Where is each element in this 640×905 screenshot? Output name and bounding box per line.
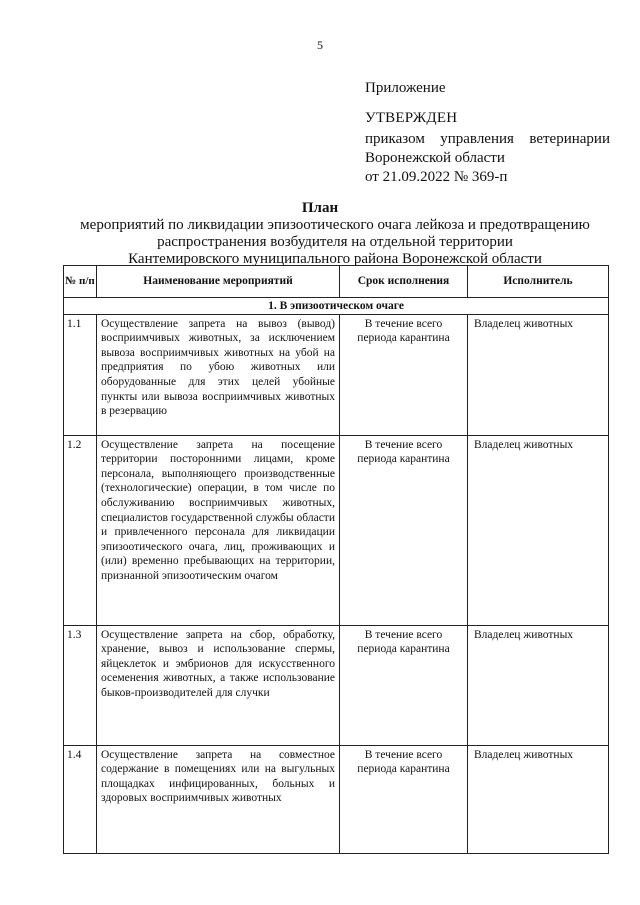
approved-label: УТВЕРЖДЕН [365, 110, 458, 126]
table-row [64, 625, 609, 745]
plan-title: План [301, 200, 339, 216]
header-num: № п/п [64, 266, 97, 298]
table-row [64, 435, 609, 625]
measures-table [63, 265, 609, 854]
table-row [64, 314, 609, 435]
row-term: В течение всего периода карантина [340, 435, 468, 625]
order-line-1 [365, 130, 610, 149]
header-term: Срок исполнения [340, 266, 468, 298]
row-num: 1.1 [64, 314, 97, 435]
header-name: Наименование мероприятий [97, 266, 340, 298]
order-word-1: приказом [365, 131, 425, 147]
header-executor: Исполнитель [468, 266, 609, 298]
plan-subtitle-line-2: распространения возбудителя на отдельной территории [157, 234, 513, 250]
row-term: В течение всего периода карантина [340, 745, 468, 853]
page-number: 5 [317, 38, 323, 52]
order-word-3: ветеринарии [529, 131, 610, 147]
order-line-2: Воронежской области [365, 150, 505, 166]
row-executor: Владелец животных [468, 314, 609, 435]
plan-subtitle-line-3: Кантемировского муниципального района Воронежской области [128, 251, 542, 267]
plan-subtitle-line-1: мероприятий по ликвидации эпизоотического очага лейкоза и предотвращению [80, 217, 590, 233]
table-header-row [64, 266, 609, 298]
row-num: 1.4 [64, 745, 97, 853]
section-row [64, 298, 609, 315]
row-num: 1.3 [64, 625, 97, 745]
row-desc: Осуществление запрета на совместное содержание в помещениях или на выгульных площадках инфицированных, больных и здоровых восприимчивых животных [97, 745, 340, 853]
appendix-label: Приложение [365, 80, 446, 96]
row-executor: Владелец животных [468, 435, 609, 625]
row-executor: Владелец животных [468, 625, 609, 745]
table-row [64, 745, 609, 853]
row-desc: Осуществление запрета на посещение территории посторонними лицами, кроме персонала, выполняющего производственные (технологические) операции, в том числе по обслуживанию восприимчивых животных, специалистов государственной службы области и привлеченного персонала для ликвидации эпизоотического очага, лиц, проживающих и (или) временно пребывающих на территории, признанной эпизоотическим очагом [97, 435, 340, 625]
row-num: 1.2 [64, 435, 97, 625]
plan-subtitle [60, 217, 610, 268]
order-line-3: от 21.09.2022 № 369-п [365, 169, 508, 185]
section-title: 1. В эпизоотическом очаге [64, 298, 609, 315]
order-reference [365, 130, 610, 187]
row-desc: Осуществление запрета на сбор, обработку, хранение, вывоз и использование спермы, яйцеклеток и эмбрионов для искусственного осеменения животных, а также использование быков-производителей для случки [97, 625, 340, 745]
order-word-2: управления [440, 131, 514, 147]
row-executor: Владелец животных [468, 745, 609, 853]
row-desc: Осуществление запрета на вывоз (вывод) восприимчивых животных, за исключением вывоза восприимчивых животных на убой на предприятия по убою животных или оборудованные для этих целей убойные пункты или вывоза восприимчивых животных в резервацию [97, 314, 340, 435]
row-term: В течение всего периода карантина [340, 625, 468, 745]
row-term: В течение всего периода карантина [340, 314, 468, 435]
